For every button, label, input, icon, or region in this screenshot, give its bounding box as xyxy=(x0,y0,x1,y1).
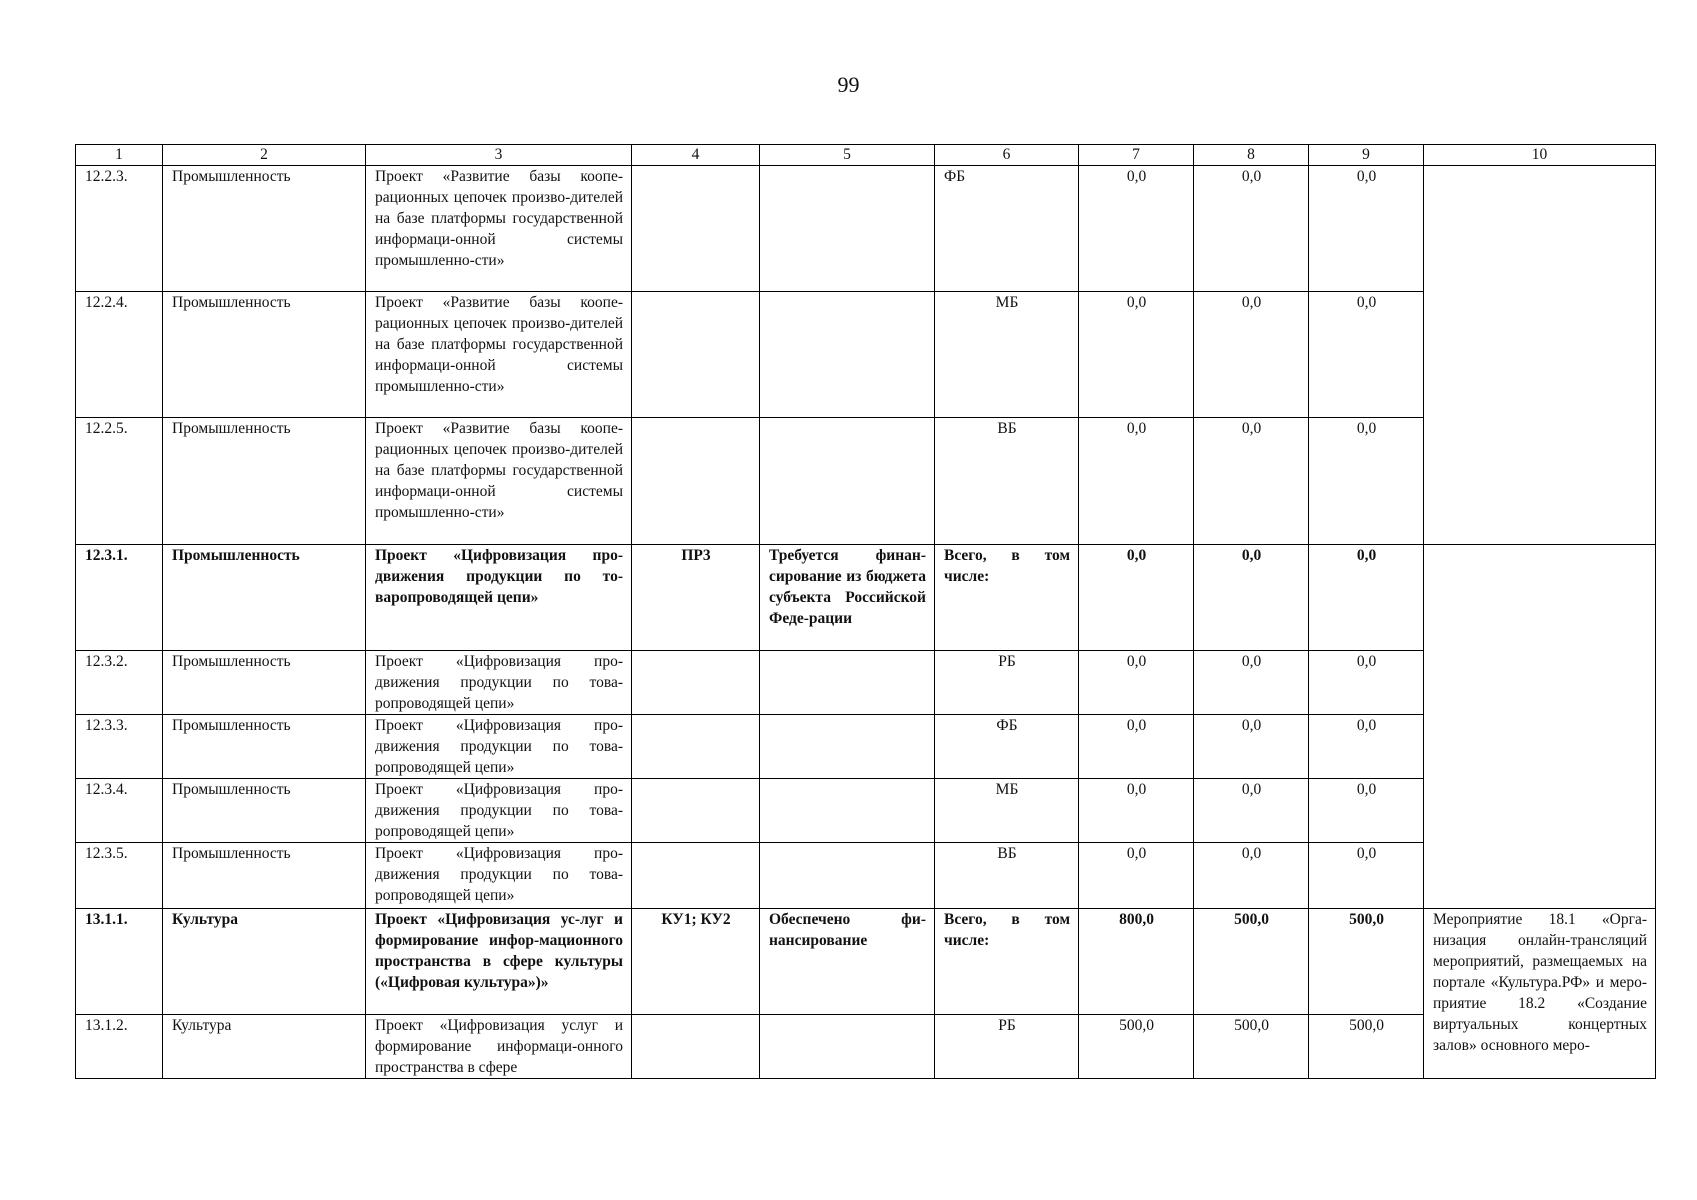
row-financing xyxy=(760,651,935,715)
row-year-1: 0,0 xyxy=(1079,545,1194,651)
row-target xyxy=(632,292,760,418)
row-project: Проект «Цифровизация про-движения продукции по то-варопроводящей цепи» xyxy=(366,545,632,651)
row-note-empty xyxy=(1424,545,1656,909)
row-source: ВБ xyxy=(935,418,1079,545)
row-year-2: 0,0 xyxy=(1194,418,1309,545)
row-code: 12.3.5. xyxy=(76,843,163,909)
row-project: Проект «Развитие базы коопе-рационных цепочек произво-дителей на базе платформы государственной информаци-онной системы промышленно-сти» xyxy=(366,292,632,418)
row-target xyxy=(632,779,760,843)
row-project: Проект «Цифровизация услуг и формирование информаци-онного пространства в сфере xyxy=(366,1015,632,1079)
row-project: Проект «Развитие базы коопе-рационных цепочек произво-дителей на базе платформы государственной информаци-онной системы промышленно-сти» xyxy=(366,166,632,292)
row-target xyxy=(632,651,760,715)
row-target: КУ1; КУ2 xyxy=(632,909,760,1015)
row-sector: Промышленность xyxy=(163,779,366,843)
row-year-3: 0,0 xyxy=(1309,651,1424,715)
row-year-2: 0,0 xyxy=(1194,292,1309,418)
column-number-row xyxy=(76,145,1656,166)
row-year-2: 0,0 xyxy=(1194,779,1309,843)
row-project: Проект «Цифровизация про-движения продукции по това-ропроводящей цепи» xyxy=(366,651,632,715)
col-header-4: 4 xyxy=(632,145,760,166)
row-sector: Промышленность xyxy=(163,292,366,418)
row-code: 12.3.2. xyxy=(76,651,163,715)
row-code: 12.3.4. xyxy=(76,779,163,843)
table-row xyxy=(76,418,1656,545)
row-financing xyxy=(760,292,935,418)
table-row xyxy=(76,651,1656,715)
row-year-3: 0,0 xyxy=(1309,843,1424,909)
row-sector: Культура xyxy=(163,1015,366,1079)
col-header-6: 6 xyxy=(935,145,1079,166)
row-project: Проект «Цифровизация ус-луг и формирование инфор-мационного пространства в сфере культуры («Цифровая культура»)» xyxy=(366,909,632,1015)
table-row xyxy=(76,1015,1656,1079)
row-sector: Промышленность xyxy=(163,545,366,651)
col-header-10: 10 xyxy=(1424,145,1656,166)
row-note: Мероприятие 18.1 «Орга-низация онлайн-трансляций мероприятий, размещаемых на портале «Культура.РФ» и меро-приятие 18.2 «Создание виртуальных концертных залов» основного меро- xyxy=(1424,909,1656,1079)
row-source: ФБ xyxy=(935,715,1079,779)
row-code: 12.2.5. xyxy=(76,418,163,545)
row-financing xyxy=(760,166,935,292)
row-year-1: 0,0 xyxy=(1079,843,1194,909)
row-sector: Промышленность xyxy=(163,715,366,779)
row-year-2: 0,0 xyxy=(1194,545,1309,651)
row-code: 12.2.4. xyxy=(76,292,163,418)
row-year-3: 0,0 xyxy=(1309,779,1424,843)
row-financing xyxy=(760,1015,935,1079)
row-target xyxy=(632,1015,760,1079)
row-note-empty xyxy=(1424,166,1656,545)
page-number: 99 xyxy=(837,72,860,97)
row-source: РБ xyxy=(935,651,1079,715)
row-project: Проект «Цифровизация про-движения продукции по това-ропроводящей цепи» xyxy=(366,779,632,843)
row-year-2: 500,0 xyxy=(1194,909,1309,1015)
row-year-1: 0,0 xyxy=(1079,166,1194,292)
row-source: Всего, в том числе: xyxy=(935,545,1079,651)
row-year-2: 0,0 xyxy=(1194,166,1309,292)
row-target xyxy=(632,843,760,909)
col-header-2: 2 xyxy=(163,145,366,166)
row-year-1: 0,0 xyxy=(1079,715,1194,779)
row-year-3: 0,0 xyxy=(1309,715,1424,779)
row-year-1: 0,0 xyxy=(1079,292,1194,418)
row-target xyxy=(632,418,760,545)
row-source: МБ xyxy=(935,779,1079,843)
row-year-2: 0,0 xyxy=(1194,715,1309,779)
row-year-1: 0,0 xyxy=(1079,418,1194,545)
col-header-9: 9 xyxy=(1309,145,1424,166)
col-header-7: 7 xyxy=(1079,145,1194,166)
row-financing xyxy=(760,418,935,545)
row-sector: Промышленность xyxy=(163,418,366,545)
row-year-3: 0,0 xyxy=(1309,418,1424,545)
row-target xyxy=(632,166,760,292)
table-row xyxy=(76,545,1656,651)
row-project: Проект «Развитие базы коопе-рационных цепочек произво-дителей на базе платформы государственной информаци-онной системы промышленно-сти» xyxy=(366,418,632,545)
row-financing: Обеспечено фи-нансирование xyxy=(760,909,935,1015)
row-year-3: 0,0 xyxy=(1309,292,1424,418)
row-financing: Требуется финан-сирование из бюджета субъекта Российской Феде-рации xyxy=(760,545,935,651)
row-target xyxy=(632,715,760,779)
row-code: 12.2.3. xyxy=(76,166,163,292)
row-year-1: 800,0 xyxy=(1079,909,1194,1015)
row-sector: Промышленность xyxy=(163,651,366,715)
row-code: 12.3.1. xyxy=(76,545,163,651)
row-year-2: 0,0 xyxy=(1194,843,1309,909)
row-year-3: 500,0 xyxy=(1309,909,1424,1015)
col-header-5: 5 xyxy=(760,145,935,166)
row-source: Всего, в том числе: xyxy=(935,909,1079,1015)
row-sector: Промышленность xyxy=(163,166,366,292)
row-project: Проект «Цифровизация про-движения продукции по това-ропроводящей цепи» xyxy=(366,715,632,779)
row-project: Проект «Цифровизация про-движения продукции по това-ропроводящей цепи» xyxy=(366,843,632,909)
row-financing xyxy=(760,779,935,843)
table-row xyxy=(76,715,1656,779)
row-year-2: 0,0 xyxy=(1194,651,1309,715)
table-row xyxy=(76,843,1656,909)
row-source: ФБ xyxy=(935,166,1079,292)
financing-table xyxy=(75,144,1656,1079)
row-financing xyxy=(760,715,935,779)
row-sector: Культура xyxy=(163,909,366,1015)
table-row xyxy=(76,166,1656,292)
row-year-3: 500,0 xyxy=(1309,1015,1424,1079)
table-row xyxy=(76,292,1656,418)
col-header-1: 1 xyxy=(76,145,163,166)
row-year-3: 0,0 xyxy=(1309,166,1424,292)
col-header-8: 8 xyxy=(1194,145,1309,166)
row-sector: Промышленность xyxy=(163,843,366,909)
row-source: МБ xyxy=(935,292,1079,418)
row-code: 13.1.2. xyxy=(76,1015,163,1079)
row-year-3: 0,0 xyxy=(1309,545,1424,651)
row-source: РБ xyxy=(935,1015,1079,1079)
row-code: 13.1.1. xyxy=(76,909,163,1015)
table-row xyxy=(76,909,1656,1015)
row-year-1: 0,0 xyxy=(1079,651,1194,715)
row-target: ПР3 xyxy=(632,545,760,651)
row-source: ВБ xyxy=(935,843,1079,909)
row-year-2: 500,0 xyxy=(1194,1015,1309,1079)
row-year-1: 500,0 xyxy=(1079,1015,1194,1079)
col-header-3: 3 xyxy=(366,145,632,166)
row-financing xyxy=(760,843,935,909)
table-row xyxy=(76,779,1656,843)
row-code: 12.3.3. xyxy=(76,715,163,779)
row-year-1: 0,0 xyxy=(1079,779,1194,843)
